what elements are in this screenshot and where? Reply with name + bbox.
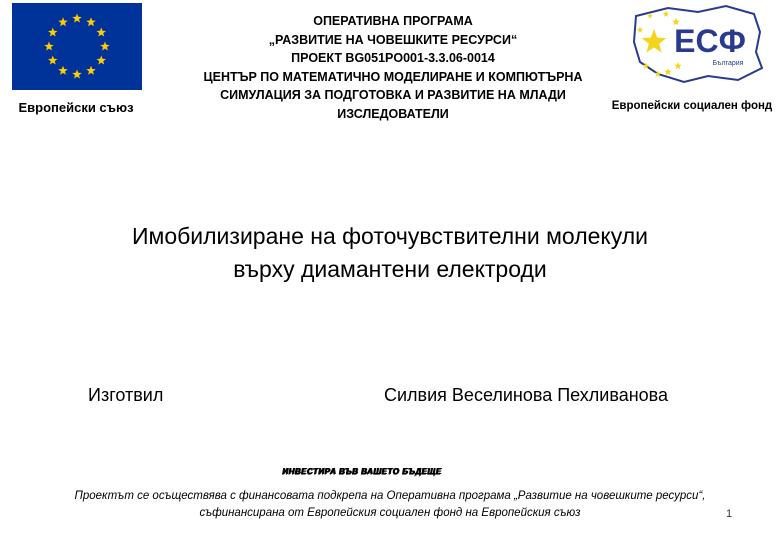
eu-star-icon: [86, 17, 96, 26]
header-line-5: СИМУЛАЦИЯ ЗА ПОДГОТОВКА И РАЗВИТИЕ НА МЛАДИ: [220, 88, 566, 102]
eu-star-icon: [72, 70, 82, 79]
eu-label: Европейски съюз: [18, 100, 134, 115]
page-number: 1: [726, 508, 733, 520]
eu-star-icon: [58, 17, 68, 26]
eu-star-icon: [86, 66, 96, 75]
eu-star-icon: [48, 56, 58, 65]
eu-star-icon: [100, 42, 110, 51]
header-line-3: ПРОЕКТ BG051PO001-3.3.06-0014: [291, 51, 495, 65]
esf-label: Европейски социален фонд: [611, 100, 773, 112]
program-header: [178, 12, 608, 123]
header-line-4: ЦЕНТЪР ПО МАТЕМАТИЧНО МОДЕЛИРАНЕ И КОМПЮТЪРНА: [203, 69, 583, 84]
prepared-by-label: Изготвил: [88, 385, 164, 405]
header-line-1: ОПЕРАТИВНА ПРОГРАМА: [313, 14, 473, 28]
header-line-6: ИЗСЛЕДОВАТЕЛИ: [337, 106, 449, 121]
header-line-2: „РАЗВИТИЕ НА ЧОВЕШКИТЕ РЕСУРСИ“: [268, 32, 518, 47]
eu-star-icon: [58, 66, 68, 75]
funding-footer: [20, 488, 760, 522]
eu-star-icon: [96, 28, 106, 37]
eu-star-icon: [96, 56, 106, 65]
title-line-1: Имобилизиране на фоточувствителни молекули: [131, 223, 649, 249]
eu-star-icon: [72, 14, 82, 23]
footer-line-1: Проектът се осъществява с финансовата подкрепа на Оперативна програма „Развитие на човешките ресурси“,: [74, 490, 706, 502]
motto-text: ИНВЕСТИРА ВЪВ ВАШЕТО БЪДЕЩЕ: [282, 467, 442, 476]
esf-logo: [628, 2, 766, 86]
presentation-title: [40, 220, 740, 286]
title-line-2: върху диамантени електроди: [233, 256, 547, 282]
esf-country-text: България: [712, 60, 744, 67]
eu-stars-icon: [12, 3, 142, 90]
author-name: Силвия Веселинова Пехливанова: [384, 385, 669, 405]
eu-flag-logo: [12, 3, 142, 90]
eu-star-icon: [44, 42, 54, 51]
eu-star-icon: [48, 28, 58, 37]
esf-logo-text: ЕСФ: [674, 23, 746, 59]
footer-line-2: съфинансирана от Европейския социален фонд на Европейския съюз: [199, 507, 581, 519]
